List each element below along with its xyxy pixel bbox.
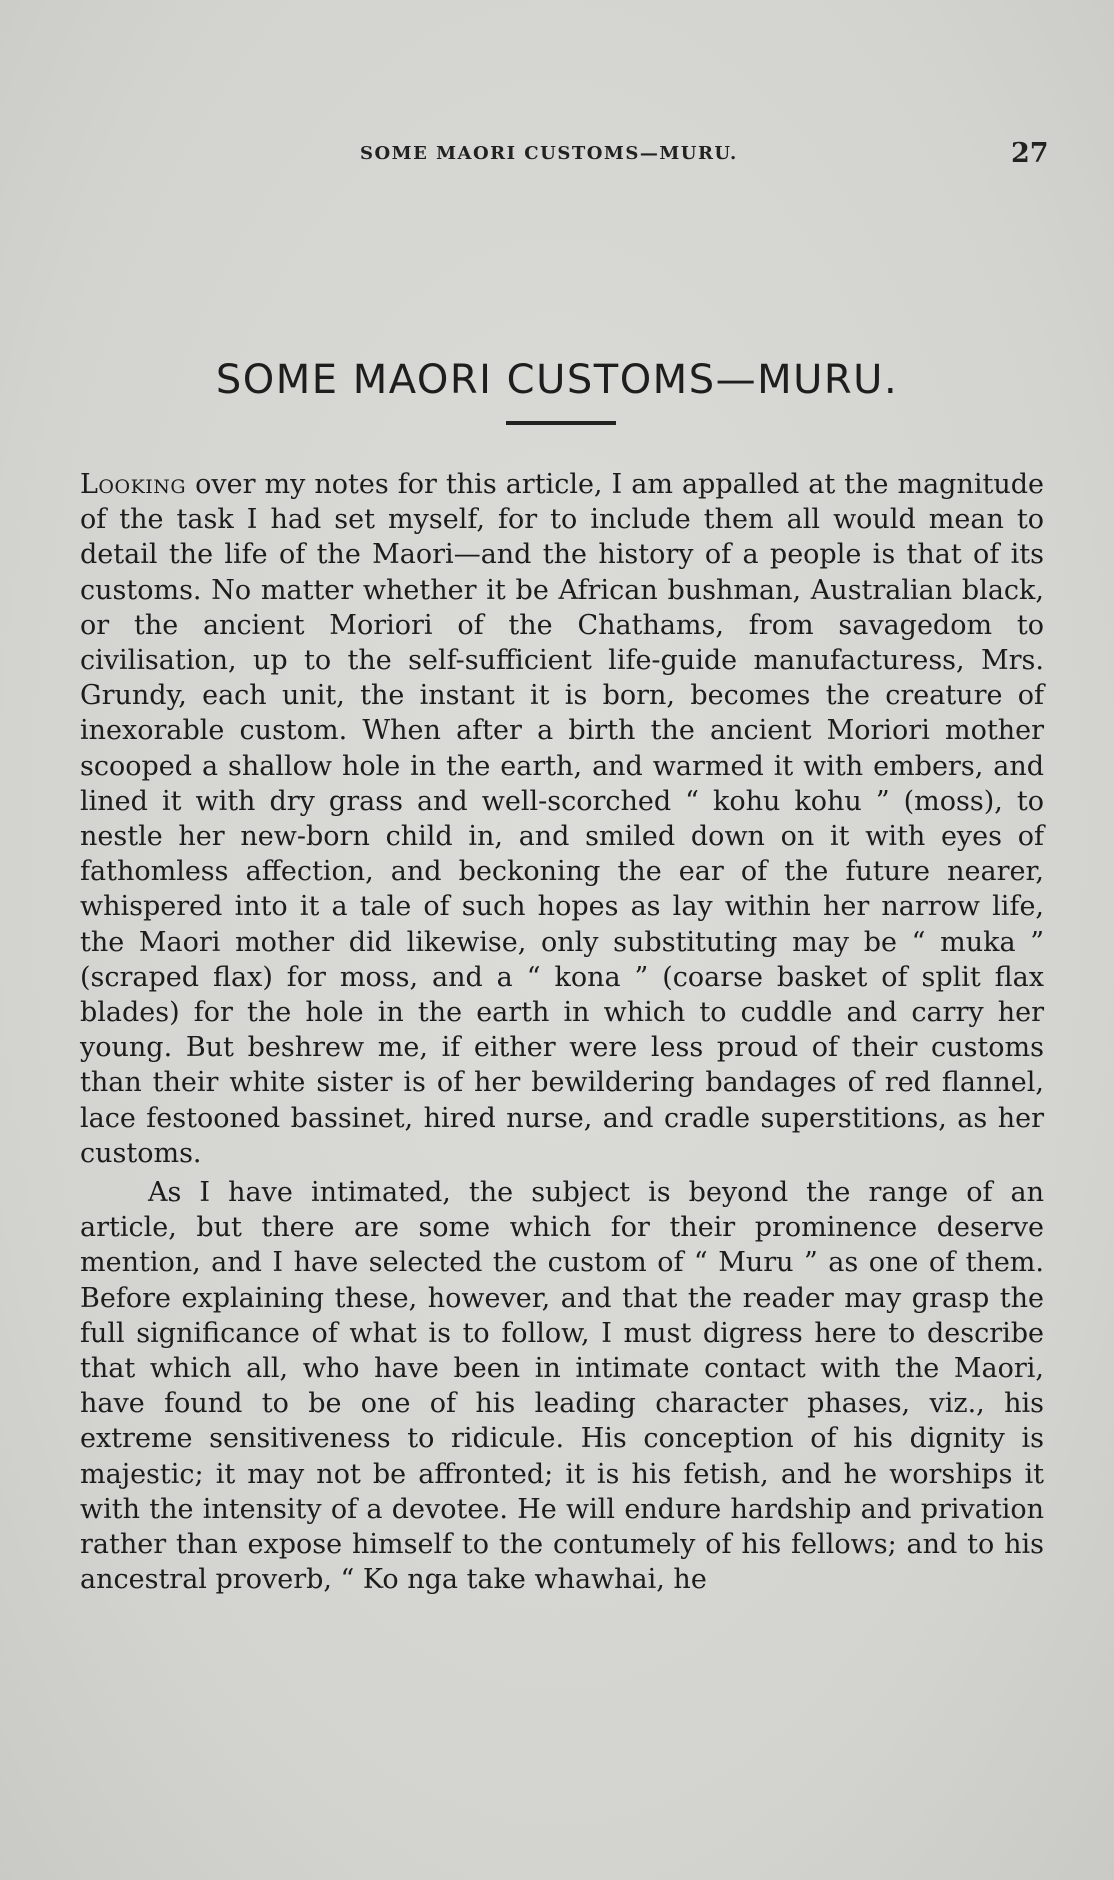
article-title: SOME MAORI CUSTOMS—MURU.	[215, 356, 899, 403]
title-rule	[506, 421, 616, 425]
paragraph-text: over my notes for this article, I am appalled at the magnitude of the task I had set myself, for to include them all would mean to detail the life of the Maori—and the history of a people is that of its customs. No matter whether it be African bushman, Australian black, or the ancient Moriori of the Chathams, from savagedom to civilisation, up to the self-sufficient life-guide manufacturess, Mrs. Grundy, each unit, the instant it is born, becomes the creature of inexorable custom. When after a birth the ancient Moriori mother scooped a shallow hole in the earth, and warmed it with embers, and lined it with dry grass and well-scorched “ kohu kohu ” (moss), to nestle her new-born child in, and smiled down on it with eyes of fathomless affection, and beckoning the ear of the future nearer, whispered into it a tale of such hopes as lay within her narrow life, the Maori mother did likewise, only substituting may be “ muka ” (scraped flax) for moss, and a “ kona ” (coarse basket of split flax blades) for the hole in the earth in which to cuddle and carry her young. But beshrew me, if either were less proud of their customs than their white sister is of her bewildering bandages of red flannel, lace festooned bassinet, hired nurse, and cradle superstitions, as her customs.	[80, 469, 1044, 1169]
paragraph-lead-word: Looking	[80, 469, 187, 500]
page-number: 27	[1011, 138, 1049, 169]
paragraph-1	[80, 467, 1044, 1171]
article-body	[80, 467, 1044, 1598]
paragraph-2: As I have intimated, the subject is beyond the range of an article, but there are some which for their prominence deserve mention, and I have selected the custom of “ Muru ” as one of them. Before explaining these, however, and that the reader may grasp the full significance of what is to follow, I must digress here to describe that which all, who have been in intimate contact with the Maori, have found to be one of his leading character phases, viz., his extreme sensitiveness to ridicule. His conception of his dignity is majestic; it may not be affronted; it is his fetish, and he worships it with the intensity of a devotee. He will endure hardship and privation rather than expose himself to the contumely of his fellows; and to his ancestral proverb, “ Ko nga take whawhai, he	[80, 1177, 1044, 1596]
running-head: SOME MAORI CUSTOMS—MURU.	[360, 143, 738, 164]
